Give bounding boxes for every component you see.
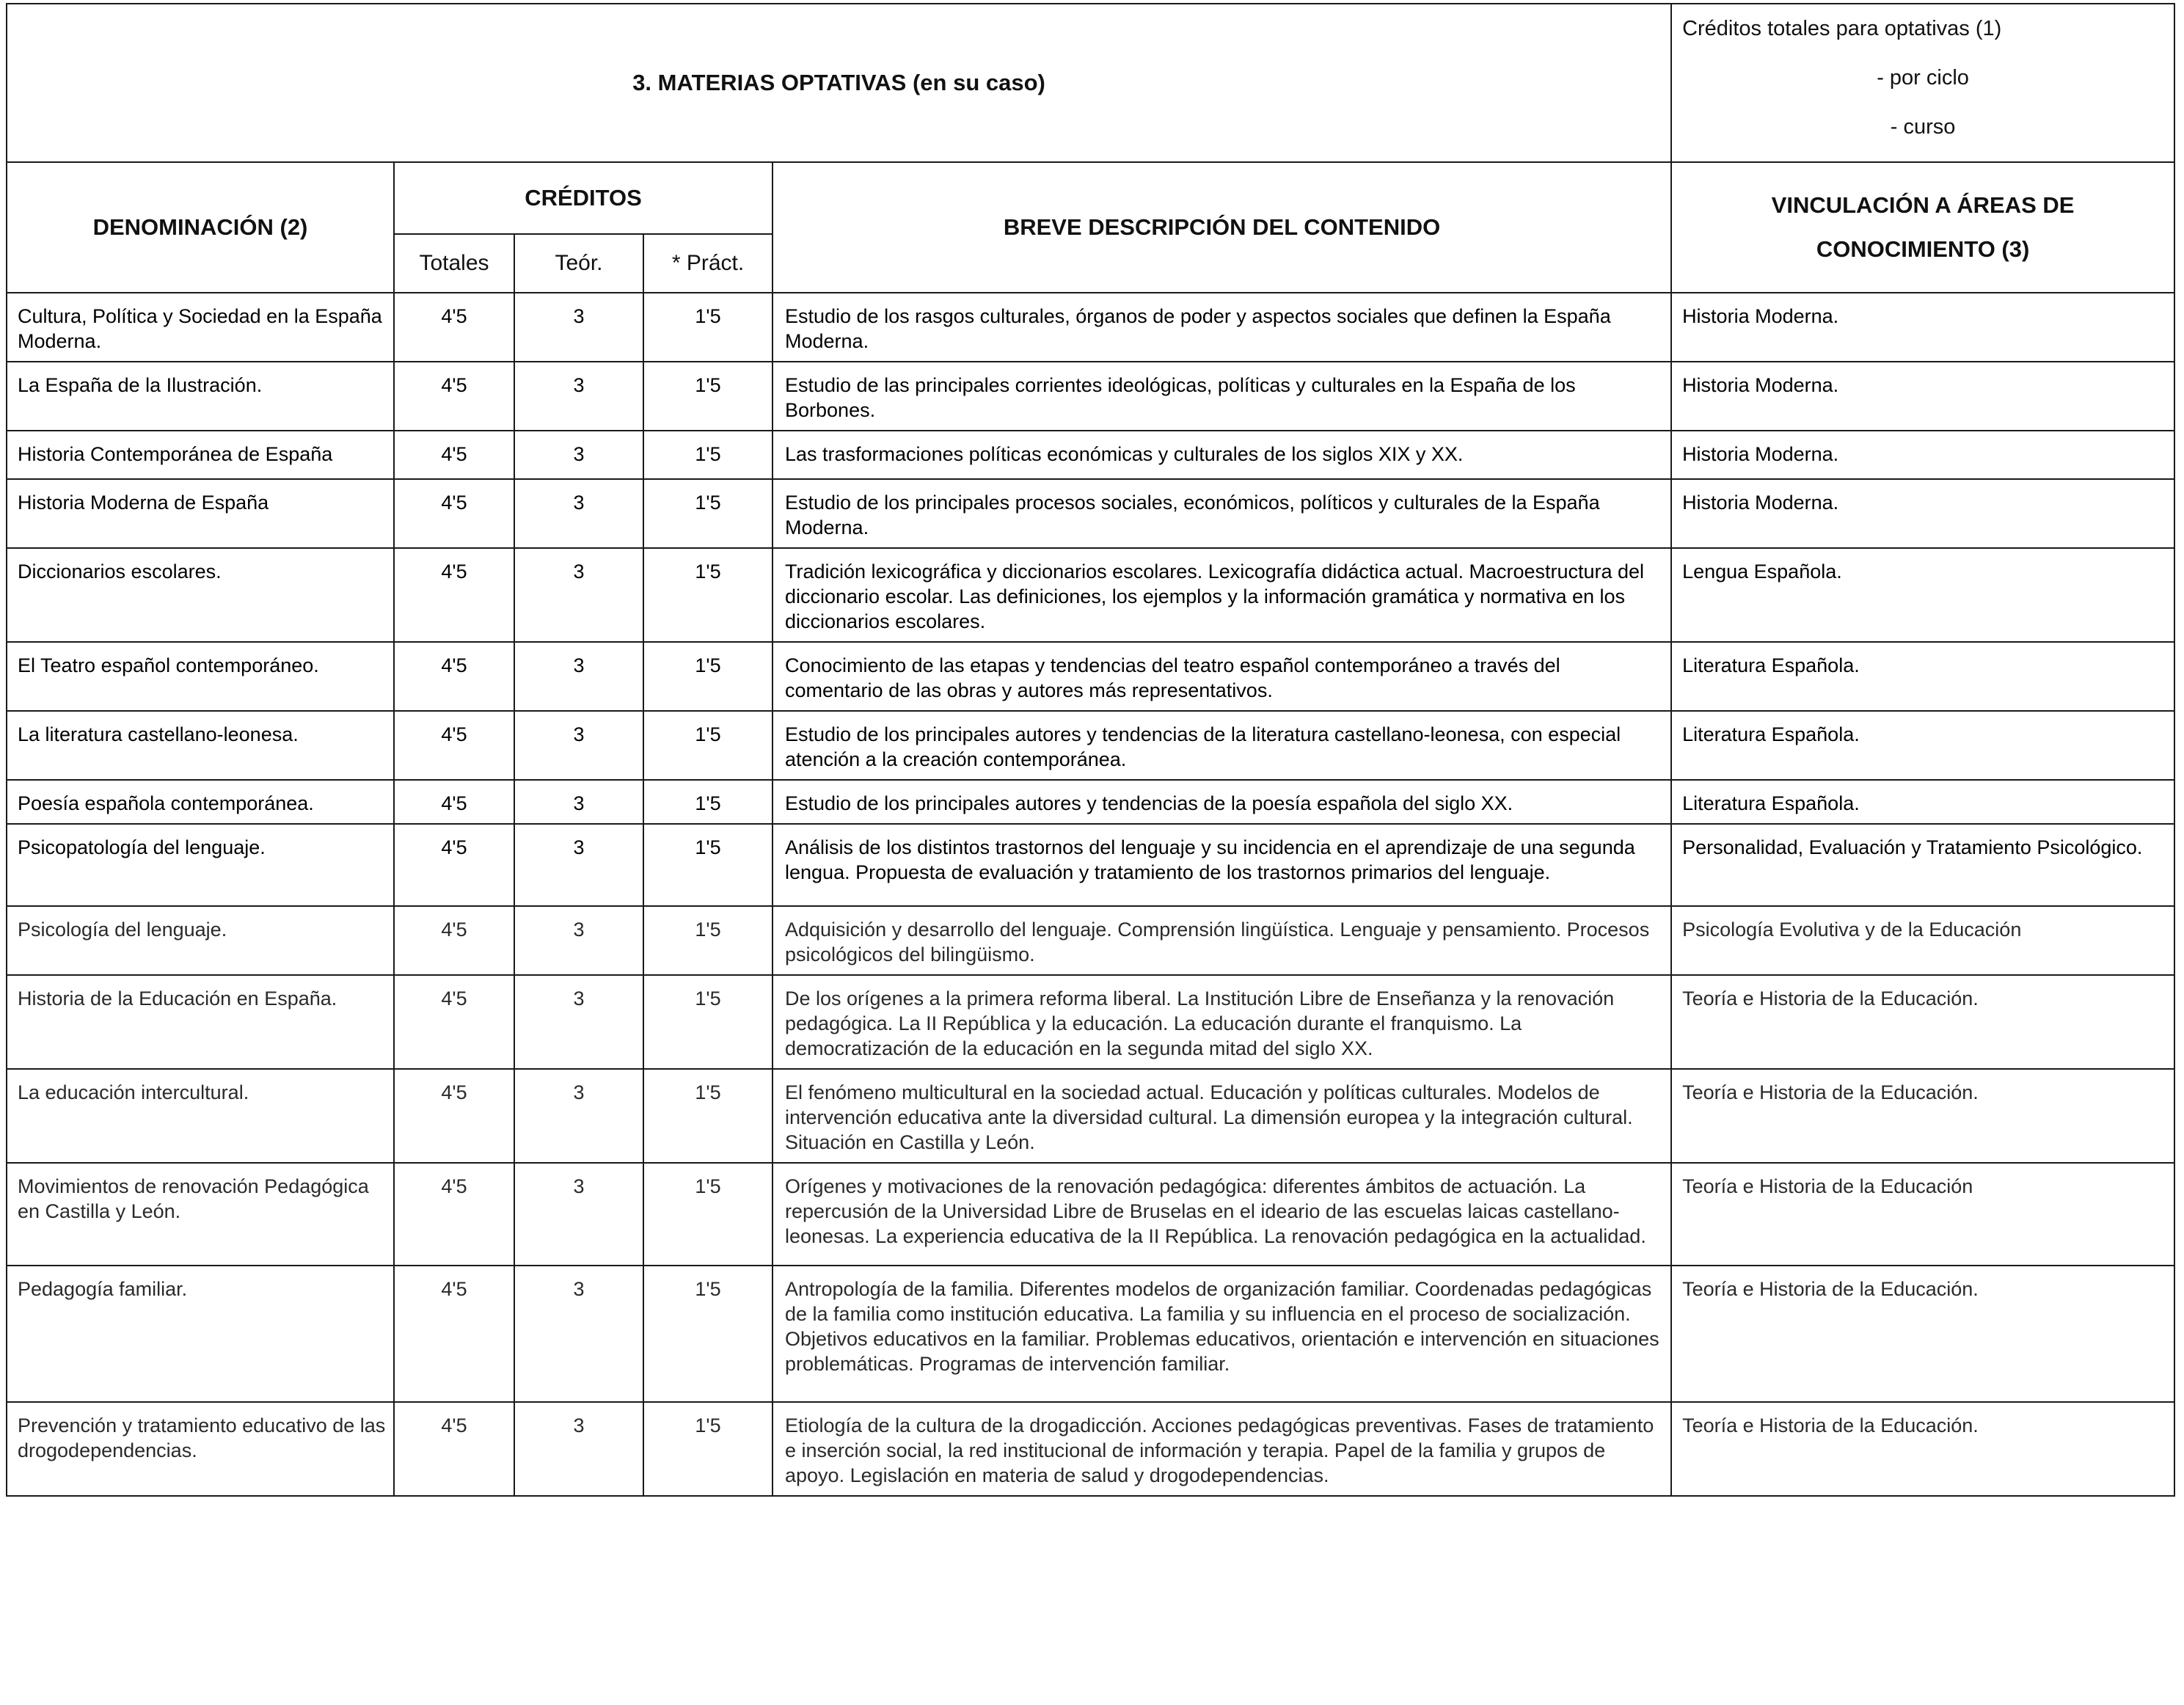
subject-name: La literatura castellano-leonesa. — [7, 711, 394, 780]
table-row — [7, 642, 2174, 711]
credits-theory: 3 — [514, 824, 643, 906]
credits-practice: 1'5 — [643, 1163, 773, 1266]
credits-total: 4'5 — [394, 1266, 514, 1402]
subject-description: Las trasformaciones políticas económicas y culturales de los siglos XIX y XX. — [773, 431, 1671, 479]
subject-description: Estudio de los principales procesos sociales, económicos, políticos y culturales de la España Moderna. — [773, 479, 1671, 548]
credits-total: 4'5 — [394, 548, 514, 642]
table-row — [7, 293, 2174, 362]
knowledge-area: Lengua Española. — [1671, 548, 2174, 642]
subject-name: Poesía española contemporánea. — [7, 780, 394, 824]
knowledge-area: Historia Moderna. — [1671, 293, 2174, 362]
credits-theory: 3 — [514, 1163, 643, 1266]
col-pract: * Práct. — [643, 234, 773, 293]
subject-name: Diccionarios escolares. — [7, 548, 394, 642]
table-row — [7, 431, 2174, 479]
knowledge-area: Teoría e Historia de la Educación. — [1671, 1402, 2174, 1496]
credits-total: 4'5 — [394, 479, 514, 548]
table-row — [7, 824, 2174, 906]
credits-theory: 3 — [514, 293, 643, 362]
subject-name: Historia Moderna de España — [7, 479, 394, 548]
credits-total: 4'5 — [394, 906, 514, 975]
subject-description: Estudio de los principales autores y tendencias de la literatura castellano-leonesa, con especial atención a la creación contemporánea. — [773, 711, 1671, 780]
credits-practice: 1'5 — [643, 1069, 773, 1163]
optativas-table — [6, 3, 2175, 1497]
table-row — [7, 1069, 2174, 1163]
credits-practice: 1'5 — [643, 642, 773, 711]
credits-practice: 1'5 — [643, 1266, 773, 1402]
credits-practice: 1'5 — [643, 975, 773, 1069]
subject-description: Análisis de los distintos trastornos del lenguaje y su incidencia en el aprendizaje de una segunda lengua. Propuesta de evaluación y tratamiento de los trastornos primarios del lenguaje. — [773, 824, 1671, 906]
credits-total: 4'5 — [394, 1402, 514, 1496]
credits-total: 4'5 — [394, 362, 514, 431]
credits-theory: 3 — [514, 906, 643, 975]
col-creditos: CRÉDITOS — [394, 162, 773, 234]
credits-total: 4'5 — [394, 1069, 514, 1163]
subject-description: Conocimiento de las etapas y tendencias del teatro español contemporáneo a través del comentario de las obras y autores más representativos. — [773, 642, 1671, 711]
subject-name: El Teatro español contemporáneo. — [7, 642, 394, 711]
credits-theory: 3 — [514, 1069, 643, 1163]
credits-practice: 1'5 — [643, 362, 773, 431]
subject-description: Etiología de la cultura de la drogadicción. Acciones pedagógicas preventivas. Fases de tratamiento e inserción social, la red institucional de información y terapia. Papel de la familia y grupos de apoyo. Legislación en materia de salud y drogodependencias. — [773, 1402, 1671, 1496]
subject-name: Prevención y tratamiento educativo de las drogodependencias. — [7, 1402, 394, 1496]
credits-practice: 1'5 — [643, 711, 773, 780]
col-vinculacion-line2: CONOCIMIENTO (3) — [1816, 236, 2030, 262]
table-row — [7, 548, 2174, 642]
optativas-credits-box — [1671, 4, 2174, 162]
subject-name: Historia Contemporánea de España — [7, 431, 394, 479]
credits-total: 4'5 — [394, 431, 514, 479]
knowledge-area: Teoría e Historia de la Educación. — [1671, 975, 2174, 1069]
page-title: 3. MATERIAS OPTATIVAS (en su caso) — [7, 4, 1671, 162]
subject-description: De los orígenes a la primera reforma liberal. La Institución Libre de Enseñanza y la renovación pedagógica. La II República y la educación. La educación durante el franquismo. La democratización de la educación en la segunda mitad del siglo XX. — [773, 975, 1671, 1069]
credits-theory: 3 — [514, 479, 643, 548]
credits-theory: 3 — [514, 548, 643, 642]
knowledge-area: Literatura Española. — [1671, 780, 2174, 824]
subject-name: Psicología del lenguaje. — [7, 906, 394, 975]
knowledge-area: Teoría e Historia de la Educación. — [1671, 1266, 2174, 1402]
col-vinculacion — [1671, 162, 2174, 293]
col-denominacion: DENOMINACIÓN (2) — [7, 162, 394, 293]
subject-description: Estudio de los rasgos culturales, órganos de poder y aspectos sociales que definen la España Moderna. — [773, 293, 1671, 362]
header-band — [7, 4, 2174, 162]
knowledge-area: Historia Moderna. — [1671, 479, 2174, 548]
col-teor: Teór. — [514, 234, 643, 293]
credits-practice: 1'5 — [643, 824, 773, 906]
credits-theory: 3 — [514, 642, 643, 711]
knowledge-area: Psicología Evolutiva y de la Educación — [1671, 906, 2174, 975]
subject-description: Estudio de las principales corrientes ideológicas, políticas y culturales en la España de los Borbones. — [773, 362, 1671, 431]
subject-description: Orígenes y motivaciones de la renovación pedagógica: diferentes ámbitos de actuación. La repercusión de la Universidad Libre de Bruselas en el ideario de las escuelas laicas castellano-leonesas. La experiencia educativa de la II República. La renovación pedagógica en la actualidad. — [773, 1163, 1671, 1266]
credits-practice: 1'5 — [643, 1402, 773, 1496]
subject-name: Psicopatología del lenguaje. — [7, 824, 394, 906]
subject-name: La España de la Ilustración. — [7, 362, 394, 431]
col-vinculacion-line1: VINCULACIÓN A ÁREAS DE — [1771, 192, 2075, 218]
knowledge-area: Historia Moderna. — [1671, 431, 2174, 479]
subject-name: Movimientos de renovación Pedagógica en Castilla y León. — [7, 1163, 394, 1266]
credits-theory: 3 — [514, 1402, 643, 1496]
subject-name: Pedagogía familiar. — [7, 1266, 394, 1402]
credits-theory: 3 — [514, 975, 643, 1069]
subject-description: Adquisición y desarrollo del lenguaje. Comprensión lingüística. Lenguaje y pensamiento. Procesos psicológicos del bilingüismo. — [773, 906, 1671, 975]
knowledge-area: Personalidad, Evaluación y Tratamiento Psicológico. — [1671, 824, 2174, 906]
credits-practice: 1'5 — [643, 906, 773, 975]
credits-theory: 3 — [514, 362, 643, 431]
knowledge-area: Teoría e Historia de la Educación. — [1671, 1069, 2174, 1163]
credits-practice: 1'5 — [643, 780, 773, 824]
credits-total: 4'5 — [394, 642, 514, 711]
subject-description: Antropología de la familia. Diferentes modelos de organización familiar. Coordenadas pedagógicas de la familia como institución educativa. La familia y su influencia en el proceso de socialización. Objetivos educativos en la familiar. Problemas educativos, orientación e intervención en situaciones problemáticas. Programas de intervención familiar. — [773, 1266, 1671, 1402]
optativas-curso-label: - curso — [1890, 115, 1956, 139]
credits-practice: 1'5 — [643, 548, 773, 642]
subject-description: Tradición lexicográfica y diccionarios escolares. Lexicografía didáctica actual. Macroestructura del diccionario escolar. Las definiciones, los ejemplos y la información gramática y normativa en los diccionarios escolares. — [773, 548, 1671, 642]
table-row — [7, 479, 2174, 548]
credits-theory: 3 — [514, 780, 643, 824]
table-row — [7, 906, 2174, 975]
knowledge-area: Literatura Española. — [1671, 711, 2174, 780]
credits-practice: 1'5 — [643, 479, 773, 548]
credits-total: 4'5 — [394, 1163, 514, 1266]
column-header-row — [7, 162, 2174, 234]
optativas-por-ciclo-label: - por ciclo — [1877, 66, 1969, 90]
subject-description: El fenómeno multicultural en la sociedad actual. Educación y políticas culturales. Modelos de intervención educativa ante la diversidad cultural. La dimensión europea y la integración cultural. Situación en Castilla y León. — [773, 1069, 1671, 1163]
credits-total: 4'5 — [394, 780, 514, 824]
table-row — [7, 362, 2174, 431]
table-row — [7, 1163, 2174, 1266]
credits-practice: 1'5 — [643, 293, 773, 362]
col-descripcion: BREVE DESCRIPCIÓN DEL CONTENIDO — [773, 162, 1671, 293]
credits-total: 4'5 — [394, 824, 514, 906]
subject-name: Historia de la Educación en España. — [7, 975, 394, 1069]
knowledge-area: Teoría e Historia de la Educación — [1671, 1163, 2174, 1266]
subject-description: Estudio de los principales autores y tendencias de la poesía española del siglo XX. — [773, 780, 1671, 824]
table-row — [7, 975, 2174, 1069]
credits-theory: 3 — [514, 431, 643, 479]
credits-theory: 3 — [514, 1266, 643, 1402]
col-totales: Totales — [394, 234, 514, 293]
knowledge-area: Literatura Española. — [1671, 642, 2174, 711]
credits-total: 4'5 — [394, 293, 514, 362]
knowledge-area: Historia Moderna. — [1671, 362, 2174, 431]
table-row — [7, 1266, 2174, 1402]
credits-total: 4'5 — [394, 975, 514, 1069]
credits-theory: 3 — [514, 711, 643, 780]
table-row — [7, 1402, 2174, 1496]
table-row — [7, 780, 2174, 824]
credits-practice: 1'5 — [643, 431, 773, 479]
credits-total: 4'5 — [394, 711, 514, 780]
subject-name: La educación intercultural. — [7, 1069, 394, 1163]
optativas-total-label: Créditos totales para optativas (1) — [1682, 17, 2002, 40]
subject-name: Cultura, Política y Sociedad en la España Moderna. — [7, 293, 394, 362]
table-row — [7, 711, 2174, 780]
